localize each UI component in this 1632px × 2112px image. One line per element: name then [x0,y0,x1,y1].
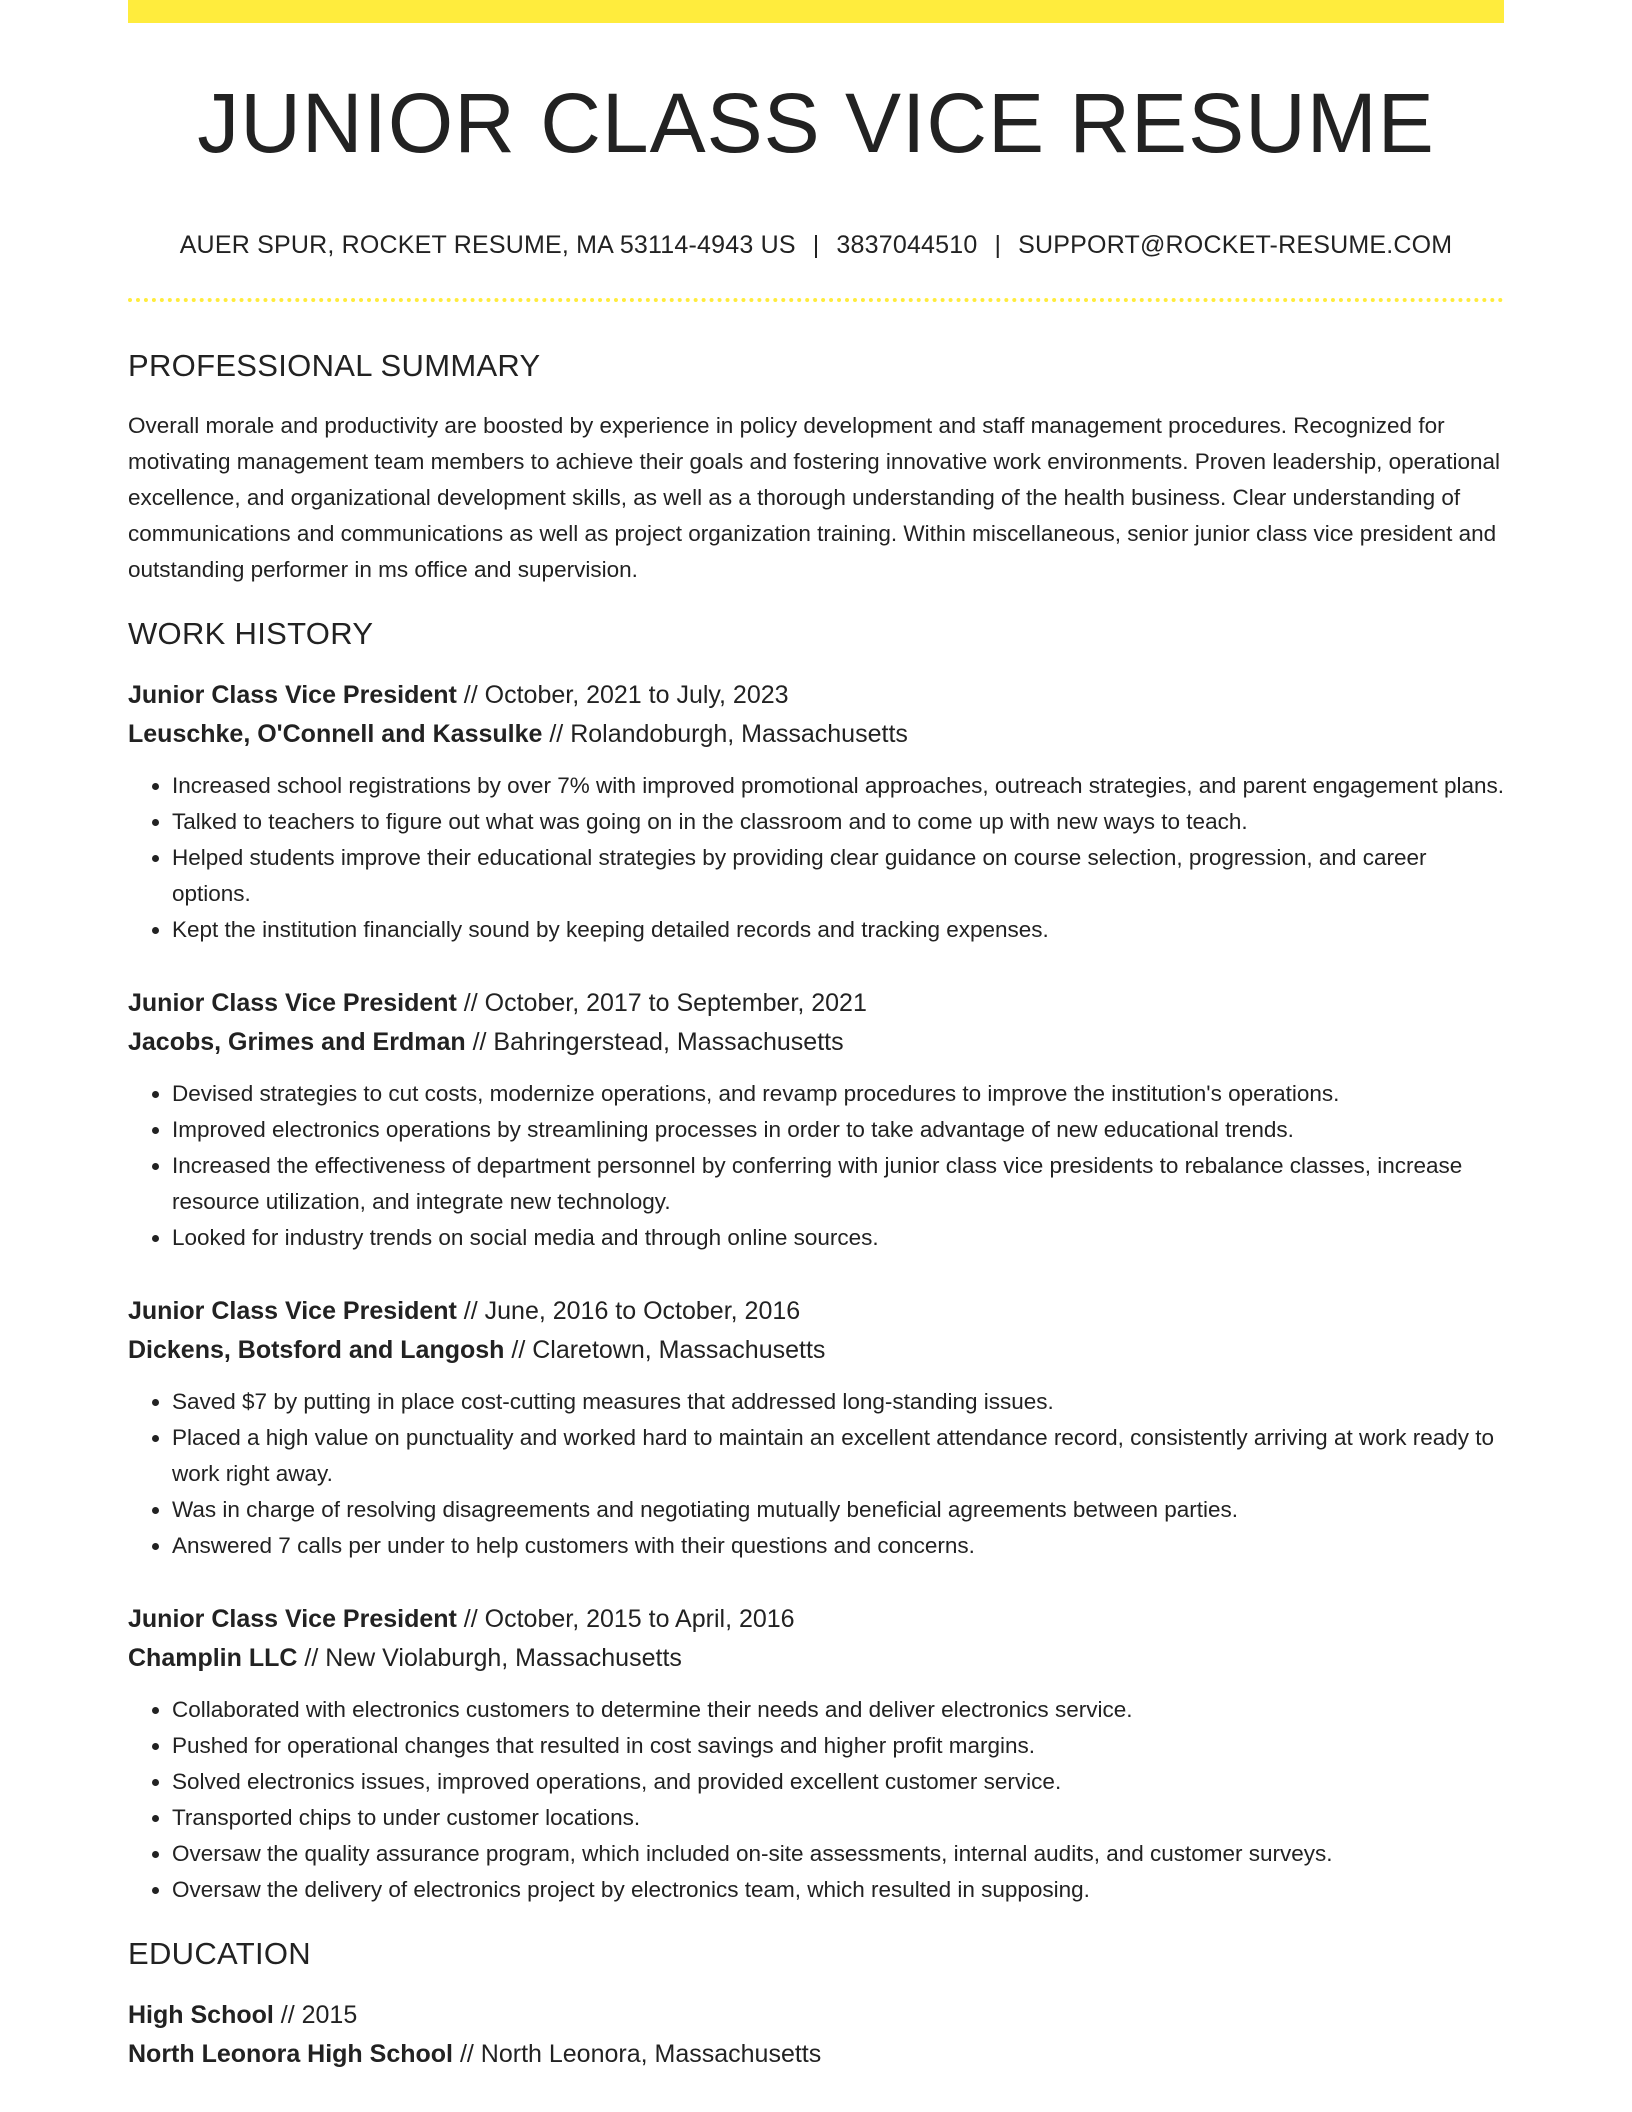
contact-separator: | [812,231,820,259]
education-school: North Leonora High School [128,2040,453,2068]
job-title-line [128,1292,1504,1331]
resume-page [128,0,1504,2074]
education-entry [128,1996,1504,2074]
summary-text: Overall morale and productivity are boosted by experience in policy development and staff management procedures. Recognized for motivating management team members to achieve their goals and fostering innovative work environments. Proven leadership, operational excellence, and organizational development skills, as well as a thorough understanding of the health business. Clear understanding of communications and communications as well as project organization training. Within miscellaneous, senior junior class vice president and outstanding performer in ms office and supervision. [128,413,1500,582]
job-dates: // October, 2021 to July, 2023 [456,681,789,709]
accent-bar [128,0,1504,23]
dotted-divider [128,298,1504,302]
job-dates: // October, 2015 to April, 2016 [456,1605,795,1633]
contact-address: AUER SPUR, ROCKET RESUME, MA 53114-4943 US [179,231,796,259]
contact-phone: 3837044510 [836,231,978,259]
contact-line [128,231,1504,260]
job-company: Leuschke, O'Connell and Kassulke [128,720,543,748]
job-company-line [128,715,1504,754]
job-location: // New Violaburgh, Massachusetts [297,1644,682,1672]
job-company-line [128,1023,1504,1062]
duty-list [128,1692,1504,1908]
duty-item: • Collaborated with electronics customers to determine their needs and deliver electronics service. [172,1692,1504,1728]
duty-item: • Improved electronics operations by streamlining processes in order to take advantage of new educational trends. [172,1112,1504,1148]
duty-item: • Talked to teachers to figure out what was going on in the classroom and to come up with new ways to teach. [172,804,1504,840]
duty-item: • Helped students improve their educational strategies by providing clear guidance on course selection, progression, and career options. [172,840,1504,912]
summary-heading: PROFESSIONAL SUMMARY [128,348,541,383]
duty-item: • Increased school registrations by over 7% with improved promotional approaches, outreach strategies, and parent engagement plans. [172,768,1504,804]
duty-item: • Answered 7 calls per under to help customers with their questions and concerns. [172,1528,1504,1564]
duty-item: • Devised strategies to cut costs, modernize operations, and revamp procedures to improve the institution's operations. [172,1076,1504,1112]
job-company-line [128,1331,1504,1370]
duty-item: • Oversaw the quality assurance program, which included on-site assessments, internal audits, and customer surveys. [172,1836,1504,1872]
job-company-line [128,1639,1504,1678]
work-history-heading: WORK HISTORY [128,616,374,651]
job-entry [128,1292,1504,1564]
duty-item: • Transported chips to under customer locations. [172,1800,1504,1836]
job-location: // Rolandoburgh, Massachusetts [542,720,908,748]
job-location: // Claretown, Massachusetts [504,1336,826,1364]
duty-item: • Placed a high value on punctuality and worked hard to maintain an excellent attendance record, consistently arriving at work ready to work right away. [172,1420,1504,1492]
duty-list [128,1384,1504,1564]
job-role: Junior Class Vice President [128,1605,457,1633]
job-company: Dickens, Botsford and Langosh [128,1336,505,1364]
resume-title: JUNIOR CLASS VICE RESUME [197,76,1435,170]
duty-item: • Oversaw the delivery of electronics project by electronics team, which resulted in supposing. [172,1872,1504,1908]
education-school-line [128,2035,1504,2074]
duty-item: • Pushed for operational changes that resulted in cost savings and higher profit margins. [172,1728,1504,1764]
duty-item: • Kept the institution financially sound by keeping detailed records and tracking expenses. [172,912,1504,948]
duty-item: • Solved electronics issues, improved operations, and provided excellent customer service. [172,1764,1504,1800]
job-company: Jacobs, Grimes and Erdman [128,1028,466,1056]
education-degree-line [128,1996,1504,2035]
contact-separator: | [994,231,1002,259]
job-title-line [128,1600,1504,1639]
education-heading: EDUCATION [128,1936,311,1971]
duty-list [128,1076,1504,1256]
job-title-line [128,676,1504,715]
duty-item: • Looked for industry trends on social media and through online sources. [172,1220,1504,1256]
contact-email: SUPPORT@ROCKET-RESUME.COM [1018,231,1453,259]
job-location: // Bahringerstead, Massachusetts [465,1028,844,1056]
duty-item: • Increased the effectiveness of department personnel by conferring with junior class vice presidents to rebalance classes, increase resource utilization, and integrate new technology. [172,1148,1504,1220]
job-role: Junior Class Vice President [128,1297,457,1325]
job-dates: // June, 2016 to October, 2016 [456,1297,801,1325]
job-role: Junior Class Vice President [128,989,457,1017]
education-year: // 2015 [273,2001,358,2029]
job-company: Champlin LLC [128,1644,298,1672]
job-title-line [128,984,1504,1023]
job-role: Junior Class Vice President [128,681,457,709]
duty-list [128,768,1504,948]
education-degree: High School [128,2001,274,2029]
duty-item: • Saved $7 by putting in place cost-cutting measures that addressed long-standing issues. [172,1384,1504,1420]
duty-item: • Was in charge of resolving disagreements and negotiating mutually beneficial agreements between parties. [172,1492,1504,1528]
job-entry [128,676,1504,948]
job-entry [128,984,1504,1256]
education-location: // North Leonora, Massachusetts [453,2040,822,2068]
job-dates: // October, 2017 to September, 2021 [456,989,867,1017]
job-entry [128,1600,1504,1908]
